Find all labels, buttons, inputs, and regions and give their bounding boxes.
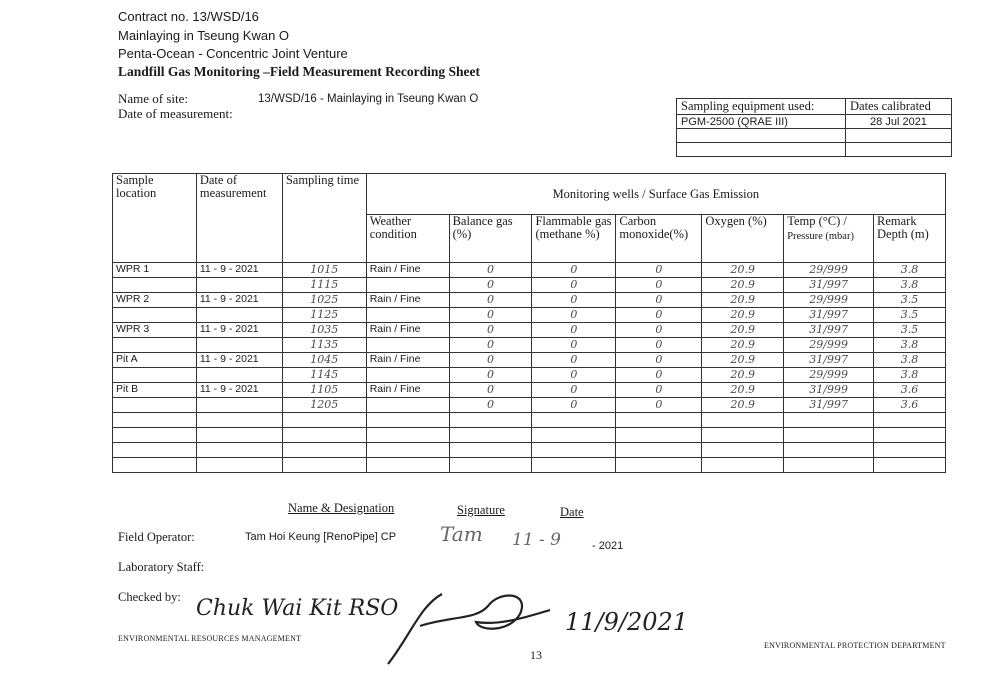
flammable-gas-value: 0 bbox=[532, 383, 616, 398]
empty-cell bbox=[784, 443, 874, 458]
balance-gas-value: 0 bbox=[449, 338, 532, 353]
table-row bbox=[113, 263, 946, 278]
empty-cell bbox=[702, 413, 784, 428]
measurement-date: 11 - 9 - 2021 bbox=[196, 263, 282, 278]
empty-cell bbox=[449, 428, 532, 443]
flammable-gas-value: 0 bbox=[532, 398, 616, 413]
temp-pressure-value: 29/999 bbox=[784, 368, 874, 383]
equipment-empty-cell bbox=[677, 143, 846, 157]
empty-cell bbox=[282, 458, 366, 473]
depth-value: 3.5 bbox=[874, 323, 946, 338]
depth-value: 3.8 bbox=[874, 338, 946, 353]
sample-location bbox=[113, 338, 197, 353]
field-operator-label: Field Operator: bbox=[118, 530, 195, 544]
footer-left: ENVIRONMENTAL RESOURCES MANAGEMENT bbox=[118, 634, 302, 643]
balance-gas-value: 0 bbox=[449, 353, 532, 368]
equipment-name: PGM-2500 (QRAE III) bbox=[677, 115, 846, 129]
carbon-monoxide-header: Carbon monoxide(%) bbox=[616, 215, 702, 263]
date-header: Date bbox=[560, 505, 584, 519]
carbon-monoxide-value: 0 bbox=[616, 338, 702, 353]
balance-gas-value: 0 bbox=[449, 293, 532, 308]
balance-gas-value: 0 bbox=[449, 308, 532, 323]
empty-cell bbox=[113, 458, 197, 473]
temp-pressure-value: 31/997 bbox=[784, 323, 874, 338]
sample-location: WPR 2 bbox=[113, 293, 197, 308]
sample-location bbox=[113, 278, 197, 293]
calibration-header: Dates calibrated bbox=[846, 99, 952, 115]
oxygen-value: 20.9 bbox=[702, 263, 784, 278]
empty-cell bbox=[366, 413, 449, 428]
empty-cell bbox=[532, 443, 616, 458]
measurement-date bbox=[196, 368, 282, 383]
sample-location bbox=[113, 308, 197, 323]
empty-cell bbox=[874, 458, 946, 473]
oxygen-value: 20.9 bbox=[702, 398, 784, 413]
date-of-measurement-header: Date of measurement bbox=[196, 174, 282, 263]
table-row bbox=[113, 338, 946, 353]
sample-location bbox=[113, 368, 197, 383]
monitoring-group-header: Monitoring wells / Surface Gas Emission bbox=[366, 174, 945, 215]
empty-cell bbox=[532, 413, 616, 428]
table-row bbox=[113, 293, 946, 308]
balance-gas-value: 0 bbox=[449, 323, 532, 338]
sample-location: WPR 1 bbox=[113, 263, 197, 278]
checked-by-name: Chuk Wai Kit RSO bbox=[196, 596, 399, 621]
empty-cell bbox=[702, 458, 784, 473]
sampling-time: 1115 bbox=[282, 278, 366, 293]
depth-value: 3.8 bbox=[874, 263, 946, 278]
sampling-time-header: Sampling time bbox=[282, 174, 366, 263]
measurement-date bbox=[196, 338, 282, 353]
equipment-table bbox=[676, 98, 952, 157]
empty-cell bbox=[616, 443, 702, 458]
signature-header: Signature bbox=[457, 503, 505, 517]
flammable-gas-value: 0 bbox=[532, 353, 616, 368]
calibration-date: 28 Jul 2021 bbox=[846, 115, 952, 129]
empty-cell bbox=[282, 413, 366, 428]
sample-location: Pit A bbox=[113, 353, 197, 368]
carbon-monoxide-value: 0 bbox=[616, 323, 702, 338]
empty-cell bbox=[784, 458, 874, 473]
balance-gas-header: Balance gas (%) bbox=[449, 215, 532, 263]
checked-by-date: 11/9/2021 bbox=[565, 608, 689, 636]
empty-cell bbox=[196, 458, 282, 473]
empty-cell bbox=[196, 428, 282, 443]
empty-cell bbox=[616, 428, 702, 443]
empty-cell bbox=[366, 458, 449, 473]
temp-pressure-value: 29/999 bbox=[784, 338, 874, 353]
balance-gas-value: 0 bbox=[449, 278, 532, 293]
laboratory-staff-label: Laboratory Staff: bbox=[118, 560, 205, 574]
weather-condition bbox=[366, 368, 449, 383]
checked-by-label: Checked by: bbox=[118, 590, 181, 604]
temp-pressure-value: 29/999 bbox=[784, 263, 874, 278]
weather-condition: Rain / Fine bbox=[366, 353, 449, 368]
pressure-header: Pressure (mbar) bbox=[787, 231, 854, 242]
flammable-gas-value: 0 bbox=[532, 263, 616, 278]
weather-condition bbox=[366, 308, 449, 323]
empty-cell bbox=[784, 428, 874, 443]
carbon-monoxide-value: 0 bbox=[616, 398, 702, 413]
carbon-monoxide-value: 0 bbox=[616, 278, 702, 293]
empty-cell bbox=[366, 443, 449, 458]
depth-header: Depth (m) bbox=[877, 227, 929, 241]
balance-gas-value: 0 bbox=[449, 398, 532, 413]
flammable-gas-value: 0 bbox=[532, 338, 616, 353]
site-name-label: Name of site: bbox=[118, 91, 189, 106]
flammable-gas-value: 0 bbox=[532, 293, 616, 308]
oxygen-value: 20.9 bbox=[702, 368, 784, 383]
table-row bbox=[113, 323, 946, 338]
sample-location bbox=[113, 398, 197, 413]
flammable-gas-value: 0 bbox=[532, 368, 616, 383]
measurement-date: 11 - 9 - 2021 bbox=[196, 383, 282, 398]
carbon-monoxide-value: 0 bbox=[616, 308, 702, 323]
measurement-date: 11 - 9 - 2021 bbox=[196, 353, 282, 368]
weather-header: Weather condition bbox=[366, 215, 449, 263]
sampling-time: 1125 bbox=[282, 308, 366, 323]
empty-cell bbox=[113, 443, 197, 458]
empty-cell bbox=[874, 428, 946, 443]
carbon-monoxide-value: 0 bbox=[616, 368, 702, 383]
empty-cell bbox=[532, 428, 616, 443]
depth-value: 3.5 bbox=[874, 293, 946, 308]
project-name: Mainlaying in Tseung Kwan O bbox=[118, 28, 290, 43]
temp-pressure-value: 31/999 bbox=[784, 383, 874, 398]
balance-gas-value: 0 bbox=[449, 368, 532, 383]
empty-cell bbox=[616, 458, 702, 473]
sample-location-header: Sample location bbox=[113, 174, 197, 263]
oxygen-value: 20.9 bbox=[702, 323, 784, 338]
weather-condition: Rain / Fine bbox=[366, 263, 449, 278]
depth-value: 3.8 bbox=[874, 368, 946, 383]
measurement-date bbox=[196, 278, 282, 293]
empty-cell bbox=[784, 413, 874, 428]
date-of-measurement-label: Date of measurement: bbox=[118, 106, 233, 121]
oxygen-value: 20.9 bbox=[702, 278, 784, 293]
sampling-time: 1035 bbox=[282, 323, 366, 338]
balance-gas-value: 0 bbox=[449, 263, 532, 278]
oxygen-value: 20.9 bbox=[702, 383, 784, 398]
field-operator-name: Tam Hoi Keung [RenoPipe] CP bbox=[245, 531, 397, 543]
empty-cell bbox=[196, 443, 282, 458]
empty-cell bbox=[449, 458, 532, 473]
depth-value: 3.8 bbox=[874, 353, 946, 368]
temp-pressure-value: 31/997 bbox=[784, 308, 874, 323]
carbon-monoxide-value: 0 bbox=[616, 383, 702, 398]
carbon-monoxide-value: 0 bbox=[616, 293, 702, 308]
measurement-date: 11 - 9 - 2021 bbox=[196, 323, 282, 338]
oxygen-value: 20.9 bbox=[702, 338, 784, 353]
empty-cell bbox=[449, 443, 532, 458]
field-operator-date-year: - 2021 bbox=[592, 540, 624, 552]
field-operator-date-handwritten: 11 - 9 bbox=[512, 530, 561, 550]
empty-cell bbox=[282, 443, 366, 458]
measurement-date: 11 - 9 - 2021 bbox=[196, 293, 282, 308]
temp-pressure-header bbox=[784, 215, 874, 263]
depth-value: 3.6 bbox=[874, 383, 946, 398]
name-designation-header: Name & Designation bbox=[288, 501, 395, 515]
sampling-time: 1015 bbox=[282, 263, 366, 278]
depth-value: 3.5 bbox=[874, 308, 946, 323]
flammable-gas-value: 0 bbox=[532, 308, 616, 323]
weather-condition: Rain / Fine bbox=[366, 323, 449, 338]
flammable-gas-header: Flammable gas (methane %) bbox=[532, 215, 616, 263]
empty-cell bbox=[702, 428, 784, 443]
carbon-monoxide-value: 0 bbox=[616, 353, 702, 368]
contractor-name: Penta-Ocean - Concentric Joint Venture bbox=[118, 46, 348, 61]
flammable-gas-value: 0 bbox=[532, 323, 616, 338]
temp-pressure-value: 31/997 bbox=[784, 278, 874, 293]
table-row bbox=[113, 368, 946, 383]
equipment-header: Sampling equipment used: bbox=[677, 99, 846, 115]
table-row bbox=[113, 353, 946, 368]
flammable-gas-value: 0 bbox=[532, 278, 616, 293]
table-row bbox=[113, 308, 946, 323]
balance-gas-value: 0 bbox=[449, 383, 532, 398]
sampling-time: 1205 bbox=[282, 398, 366, 413]
empty-cell bbox=[282, 428, 366, 443]
weather-condition: Rain / Fine bbox=[366, 293, 449, 308]
sampling-time: 1145 bbox=[282, 368, 366, 383]
weather-condition bbox=[366, 278, 449, 293]
sample-location: Pit B bbox=[113, 383, 197, 398]
empty-cell bbox=[532, 458, 616, 473]
remark-depth-header bbox=[874, 215, 946, 263]
sampling-time: 1105 bbox=[282, 383, 366, 398]
oxygen-value: 20.9 bbox=[702, 308, 784, 323]
monitoring-table bbox=[112, 173, 946, 473]
sampling-time: 1135 bbox=[282, 338, 366, 353]
temp-pressure-value: 31/997 bbox=[784, 353, 874, 368]
temp-pressure-value: 31/997 bbox=[784, 398, 874, 413]
contract-number: Contract no. 13/WSD/16 bbox=[118, 9, 259, 24]
sampling-time: 1025 bbox=[282, 293, 366, 308]
temp-header: Temp (°C) / bbox=[787, 214, 847, 228]
carbon-monoxide-value: 0 bbox=[616, 263, 702, 278]
weather-condition: Rain / Fine bbox=[366, 383, 449, 398]
measurement-date bbox=[196, 308, 282, 323]
table-row bbox=[113, 278, 946, 293]
empty-cell bbox=[874, 413, 946, 428]
equipment-empty-cell bbox=[677, 129, 846, 143]
empty-cell bbox=[113, 428, 197, 443]
measurement-date bbox=[196, 398, 282, 413]
temp-pressure-value: 29/999 bbox=[784, 293, 874, 308]
weather-condition bbox=[366, 398, 449, 413]
oxygen-value: 20.9 bbox=[702, 353, 784, 368]
oxygen-header: Oxygen (%) bbox=[702, 215, 784, 263]
oxygen-value: 20.9 bbox=[702, 293, 784, 308]
weather-condition bbox=[366, 338, 449, 353]
field-operator-signature: Tam bbox=[440, 522, 483, 546]
page-number: 13 bbox=[530, 648, 542, 662]
sheet-title: Landfill Gas Monitoring –Field Measurement Recording Sheet bbox=[118, 64, 480, 79]
sample-location: WPR 3 bbox=[113, 323, 197, 338]
empty-cell bbox=[702, 443, 784, 458]
empty-cell bbox=[449, 413, 532, 428]
table-row bbox=[113, 383, 946, 398]
remark-header: Remark bbox=[877, 214, 917, 228]
empty-cell bbox=[616, 413, 702, 428]
depth-value: 3.6 bbox=[874, 398, 946, 413]
calibration-empty-cell bbox=[846, 129, 952, 143]
empty-cell bbox=[113, 413, 197, 428]
empty-cell bbox=[366, 428, 449, 443]
table-row bbox=[113, 398, 946, 413]
empty-cell bbox=[196, 413, 282, 428]
footer-right: ENVIRONMENTAL PROTECTION DEPARTMENT bbox=[764, 641, 946, 650]
calibration-empty-cell bbox=[846, 143, 952, 157]
depth-value: 3.8 bbox=[874, 278, 946, 293]
empty-cell bbox=[874, 443, 946, 458]
site-name-value: 13/WSD/16 - Mainlaying in Tseung Kwan O bbox=[258, 93, 479, 105]
sampling-time: 1045 bbox=[282, 353, 366, 368]
